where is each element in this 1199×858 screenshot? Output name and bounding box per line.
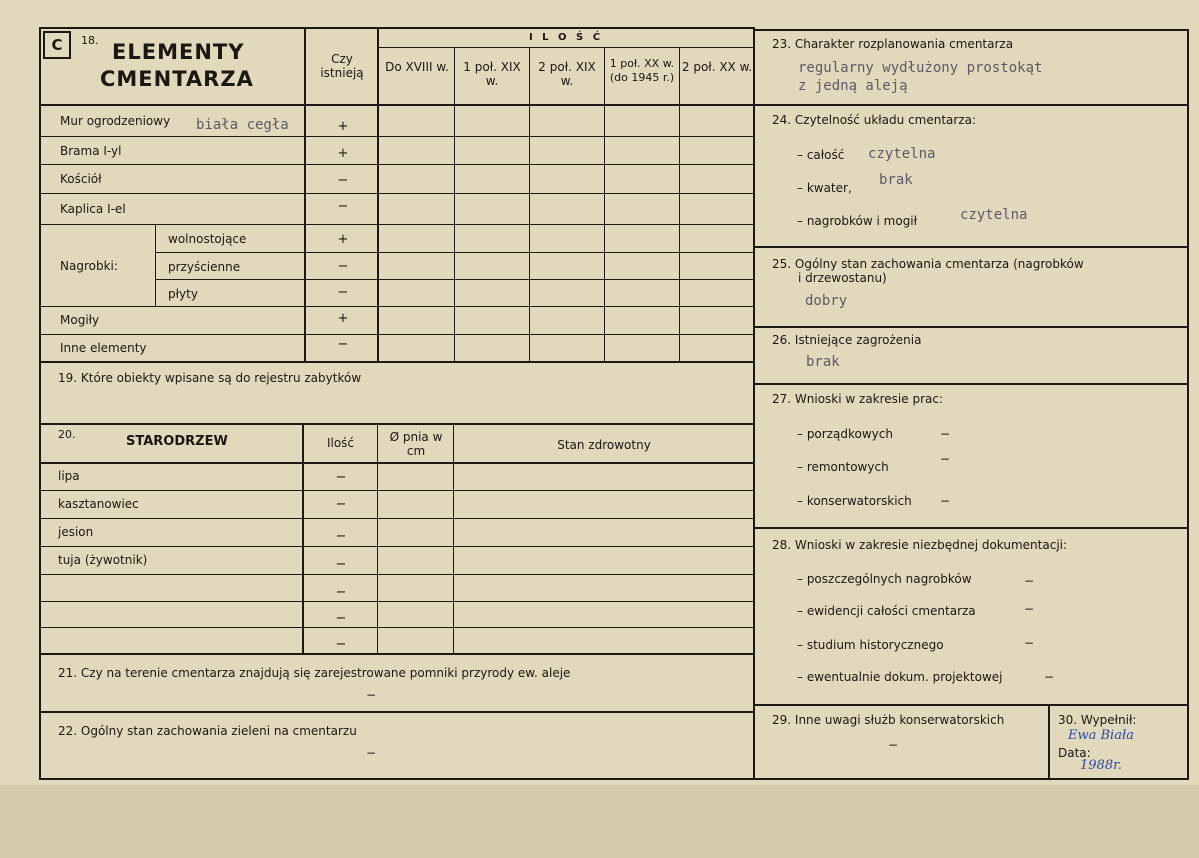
exists-mark-graves: + [337,311,349,326]
section-25-label-line1: 25. Ogólny stan zachowania cmentarza (nagrobków [772,257,1084,271]
old-trees-title: STARODRZEW [126,434,228,449]
section-20-number: 20. [58,428,76,441]
card-bottom-margin [0,785,1199,858]
grid-line [755,383,1187,385]
border-top-left [39,27,754,29]
section-24-label: 24. Czytelność układu cmentarza: [772,113,977,127]
exists-mark-tomb-free: + [337,232,349,247]
exists-mark-chapel: − [337,199,349,214]
exists-mark-gate: + [337,146,349,161]
section-30-date-label: Data: [1058,746,1091,760]
grid-line [41,193,753,194]
tree-qty-1: − [335,470,347,485]
grid-line [755,704,1187,706]
section-28-item-1: – poszczególnych nagrobków [797,572,972,586]
grid-line [755,104,1187,106]
section-22-value: − [366,746,377,760]
signature: Ewa Biała [1068,728,1134,743]
grid-line [41,601,753,602]
section-22-label: 22. Ogólny stan zachowania zieleni na cmentarzu [58,724,357,738]
period-col-4: 1 poł. XX w. (do 1945 r.) [609,57,675,84]
grid-line [41,711,753,713]
tree-qty-7: − [335,637,347,652]
tree-row-3: jesion [58,525,94,539]
grid-line [529,47,530,362]
grid-line [41,546,753,547]
section-24-quarters-value: brak [879,172,913,188]
tree-qty-4: − [335,557,347,572]
tree-qty-6: − [335,611,347,626]
tree-qty-5: − [335,585,347,600]
section-30-label: 30. Wypełnił: [1058,713,1137,727]
exists-mark-tomb-slab: − [337,285,349,300]
row-label-chapel: Kaplica I-el [60,202,126,216]
grid-line [41,423,753,425]
section-23-value-line2: z jedną aleją [798,78,908,94]
grid-line [41,334,753,335]
grid-line [379,47,753,48]
card-code: C [43,31,71,59]
grid-line [41,164,753,165]
section-24-whole-value: czytelna [868,146,936,162]
section-21-value: − [366,688,377,702]
section-27-item-2: – remontowych [797,460,889,474]
grid-line [41,361,753,363]
tree-row-2: kasztanowiec [58,497,139,511]
grid-line [453,425,454,653]
row-label-tomb-slab: płyty [168,287,198,301]
exists-column-header: Czy istnieją [320,52,364,80]
section-24-graves-label: – nagrobków i mogił [797,214,918,228]
grid-line [155,252,753,253]
section-25-label-line2: i drzewostanu) [798,271,887,285]
section-26-value: brak [806,354,840,370]
old-trees-qty-header: Ilość [326,436,355,450]
tree-row-4: tuja (żywotnik) [58,553,148,567]
section-28-item-3: – studium historycznego [797,638,944,652]
grid-line [604,47,605,362]
section-27-mark-1: − [940,427,951,441]
grid-line [755,527,1187,529]
border-bottom [39,778,1188,780]
grid-line [454,47,455,362]
grid-line [302,425,304,653]
tree-row-1: lipa [58,469,80,483]
row-label-church: Kościół [60,172,102,186]
border-middle [753,27,755,780]
grid-line [41,224,753,225]
section-28-item-2: – ewidencji całości cmentarza [797,604,976,618]
grid-line [377,425,378,653]
exists-mark-other: − [337,337,349,352]
section-28-mark-3: − [1024,636,1035,650]
grid-line [41,518,753,519]
grid-line [304,29,306,362]
period-col-1: Do XVIII w. [385,60,449,74]
grid-line [155,279,753,280]
border-left [39,27,41,780]
grid-line [1048,706,1050,780]
row-label-gate: Brama I-yl [60,144,122,158]
section-21-label: 21. Czy na terenie cmentarza znajdują się zarejestrowane pomniki przyrody ew. aleje [58,666,571,680]
section-27-mark-2: − [940,452,951,466]
section-28-item-4: – ewentualnie dokum. projektowej [797,670,1003,684]
section-26-label: 26. Istniejące zagrożenia [772,333,922,347]
tree-qty-2: − [335,497,347,512]
section-28-mark-1: − [1024,574,1035,588]
border-top-right [753,29,1189,31]
exists-mark-church: − [337,173,349,188]
grid-line [155,224,156,306]
exists-mark-wall: + [337,119,349,134]
section-27-mark-3: − [940,494,951,508]
old-trees-health-header: Stan zdrowotny [557,438,651,452]
period-col-3: 2 poł. XIX w. [538,60,596,88]
row-label-other: Inne elementy [60,341,147,355]
period-col-2: 1 poł. XIX w. [463,60,521,88]
section-28-mark-2: − [1024,602,1035,616]
old-trees-diameter-header: Ø pnia w cm [389,430,443,458]
section-25-value: dobry [805,293,848,309]
grid-line [41,462,753,464]
section-27-label: 27. Wnioski w zakresie prac: [772,392,944,406]
grid-line [41,490,753,491]
section-18-number: 18. [81,34,99,47]
border-right [1187,29,1189,780]
section-24-graves-value: czytelna [960,207,1028,223]
elements-title-line1: ELEMENTY [112,40,245,64]
elements-title-line2: CMENTARZA [100,67,254,91]
row-label-tomb-wall: przyścienne [168,260,241,274]
grid-line [755,246,1187,248]
grid-line [41,627,753,628]
section-24-whole-label: – całość [797,148,845,162]
section-28-mark-4: − [1044,670,1055,684]
section-30-date-value: 1988r. [1080,758,1123,773]
section-23-label: 23. Charakter rozplanowania cmentarza [772,37,1014,51]
grid-line [679,47,680,362]
quantity-header: I L O Ś Ć [528,32,604,43]
row-label-tombstones: Nagrobki: [60,259,118,273]
exists-mark-tomb-wall: − [337,259,349,274]
grid-line [41,574,753,575]
section-29-label: 29. Inne uwagi służb konserwatorskich [772,713,1005,727]
grid-line [41,104,753,106]
grid-line [755,326,1187,328]
grid-line [41,653,753,655]
period-col-5: 2 poł. XX w. [681,60,753,74]
section-24-quarters-label: – kwater, [797,181,852,195]
row-label-graves: Mogiły [60,313,100,327]
row-label-tomb-freestanding: wolnostojące [168,232,247,246]
section-19-label: 19. Które obiekty wpisane są do rejestru zabytków [58,371,362,385]
tree-qty-3: − [335,529,347,544]
grid-line [41,306,753,307]
section-23-value-line1: regularny wydłużony prostokąt [798,60,1043,76]
wall-note: biała cegła [196,117,289,133]
row-label-wall: Mur ogrodzeniowy [60,114,171,128]
section-27-item-3: – konserwatorskich [797,494,912,508]
grid-line [41,136,753,137]
section-28-label: 28. Wnioski w zakresie niezbędnej dokumentacji: [772,538,1068,552]
section-27-item-1: – porządkowych [797,427,893,441]
section-29-value: − [888,738,899,752]
